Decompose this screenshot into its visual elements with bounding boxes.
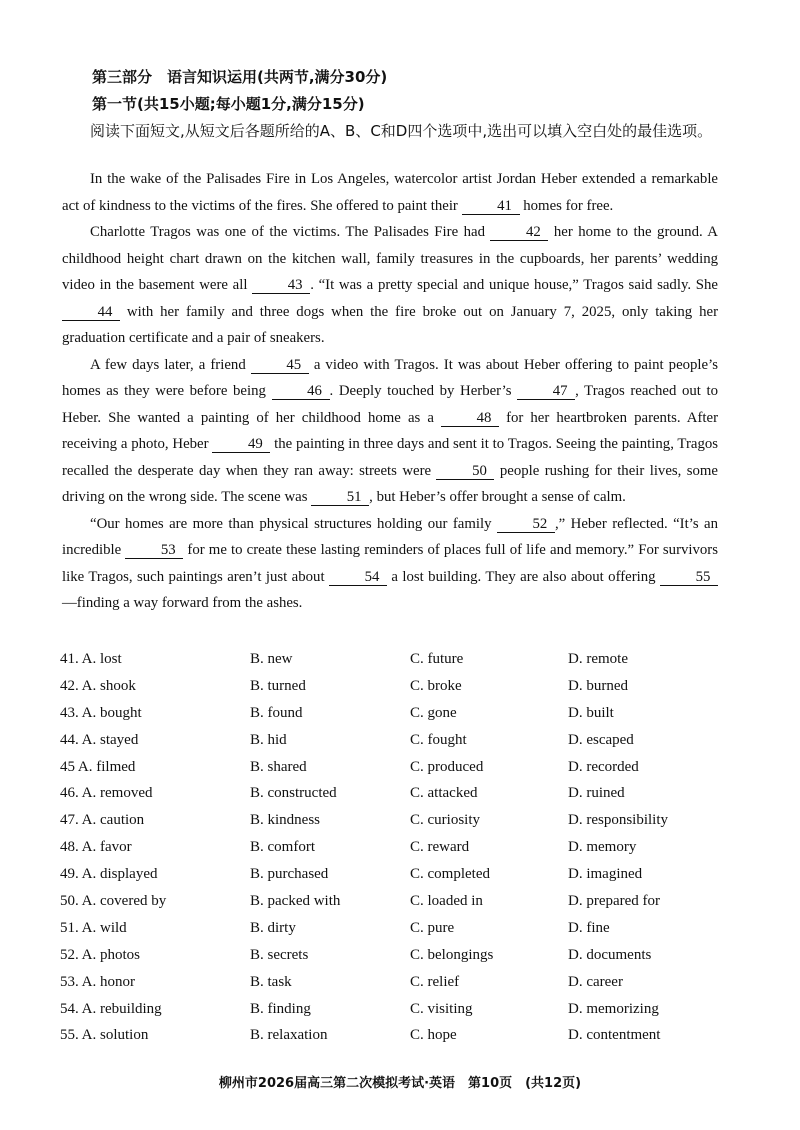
- option-c: C. relief: [410, 973, 460, 990]
- text: a video with Tragos. It was about Heber offering to paint people’s homes as they were before being: [62, 356, 718, 399]
- text: a lost building. They are also about offering: [386, 568, 660, 585]
- text: for me to create these lasting reminders of places full of life and memory.” For survivors like Tragos, such paintings aren’t just about: [62, 542, 718, 585]
- paragraph-3: [62, 352, 718, 511]
- blank-47: 47: [517, 383, 575, 400]
- blank-44: 44: [62, 304, 120, 321]
- option-d: D. escaped: [568, 731, 634, 748]
- option-b: B. constructed: [250, 785, 337, 802]
- option-a: 41. A. lost: [60, 650, 122, 667]
- text: homes for free.: [519, 197, 614, 214]
- option-b: B. relaxation: [250, 1027, 328, 1044]
- option-d: D. memorizing: [568, 1000, 659, 1017]
- option-c: C. completed: [410, 866, 490, 883]
- text: , Tragos reached out to Heber. She wanted a painting of her childhood home as a: [62, 383, 718, 426]
- option-c: C. belongings: [410, 946, 494, 963]
- option-a: 52. A. photos: [60, 946, 141, 963]
- option-row: [60, 996, 740, 1023]
- page-footer: 柳州市2026届高三第二次模拟考试·英语 第10页 (共12页): [218, 1076, 582, 1091]
- option-a: 50. A. covered by: [60, 892, 167, 909]
- option-d: D. remote: [568, 650, 628, 667]
- option-a: 51. A. wild: [60, 919, 127, 936]
- option-row: [60, 1022, 740, 1049]
- option-d: D. responsibility: [568, 812, 668, 829]
- option-b: B. packed with: [250, 892, 341, 909]
- option-c: C. pure: [410, 919, 455, 936]
- text: Charlotte Tragos was one of the victims. The Palisades Fire had: [90, 224, 491, 240]
- text: . “It was a pretty special and unique house,” Tragos said sadly. She: [310, 277, 718, 293]
- option-c: C. attacked: [410, 785, 478, 802]
- text: people rushing for their lives, some driving on the wrong side. The scene was: [62, 462, 718, 505]
- option-b: B. kindness: [250, 812, 321, 829]
- option-row: [60, 727, 740, 754]
- text: , but Heber’s offer brought a sense of calm.: [369, 489, 626, 505]
- option-d: D. ruined: [568, 785, 625, 802]
- option-row: [60, 915, 740, 942]
- option-a: 54. A. rebuilding: [60, 1000, 162, 1017]
- cloze-passage: [62, 166, 718, 617]
- option-a: 44. A. stayed: [60, 731, 139, 748]
- option-row: [60, 673, 740, 700]
- option-c: C. broke: [410, 677, 462, 694]
- blank-48: 48: [441, 410, 499, 427]
- text: —finding a way forward from the ashes.: [62, 595, 303, 611]
- option-c: C. visiting: [410, 1000, 473, 1017]
- option-a: 53. A. honor: [60, 973, 135, 990]
- option-row: [60, 754, 740, 781]
- option-c: C. fought: [410, 731, 467, 748]
- paragraph-1: [62, 166, 718, 219]
- option-d: D. recorded: [568, 758, 639, 775]
- paragraph-4: [62, 511, 718, 617]
- option-d: D. documents: [568, 946, 652, 963]
- answer-options: [60, 646, 740, 1049]
- option-d: D. prepared for: [568, 892, 661, 909]
- text: for her heartbroken parents. After receiving a photo, Heber: [62, 409, 719, 452]
- option-a: 49. A. displayed: [60, 866, 158, 883]
- option-row: [60, 807, 740, 834]
- blank-46: 46: [272, 383, 330, 400]
- section-title: 第三部分 语言知识运用(共两节,满分30分): [92, 68, 388, 86]
- subsection-title: 第一节(共15小题;每小题1分,满分15分): [92, 95, 365, 113]
- option-a: 43. A. bought: [60, 704, 142, 721]
- option-d: D. fine: [568, 919, 610, 936]
- option-b: B. dirty: [250, 919, 296, 936]
- option-b: B. found: [250, 704, 303, 721]
- option-b: B. secrets: [250, 946, 309, 963]
- option-b: B. purchased: [250, 866, 329, 883]
- option-row: [60, 700, 740, 727]
- blank-50: 50: [436, 463, 494, 480]
- instructions: 阅读下面短文,从短文后各题所给的A、B、C和D四个选项中,选出可以填入空白处的最佳选项。: [90, 122, 713, 140]
- option-d: D. imagined: [568, 866, 643, 883]
- option-d: D. built: [568, 704, 614, 721]
- option-b: B. shared: [250, 758, 307, 775]
- option-b: B. new: [250, 650, 293, 667]
- blank-54: 54: [329, 569, 387, 586]
- option-row: [60, 942, 740, 969]
- option-c: C. produced: [410, 758, 484, 775]
- text: A few days later, a friend: [90, 356, 251, 373]
- text: “Our homes are more than physical structures holding our family: [90, 515, 497, 532]
- option-b: B. hid: [250, 731, 287, 748]
- text: with her family and three dogs when the fire broke out on January 7, 2025, only taking her graduation certificate and a pair of sneakers.: [62, 303, 718, 346]
- text: ,” Heber reflected. “It’s an incredible: [62, 515, 718, 558]
- option-row: [60, 969, 740, 996]
- option-c: C. future: [410, 650, 464, 667]
- option-c: C. curiosity: [410, 812, 480, 829]
- option-d: D. burned: [568, 677, 628, 694]
- option-c: C. gone: [410, 704, 457, 721]
- option-a: 42. A. shook: [60, 677, 136, 694]
- option-row: [60, 888, 740, 915]
- option-row: [60, 780, 740, 807]
- blank-45: 45: [251, 357, 309, 374]
- option-a: 48. A. favor: [60, 839, 132, 856]
- option-row: [60, 861, 740, 888]
- option-a: 46. A. removed: [60, 785, 153, 802]
- option-b: B. comfort: [250, 839, 315, 856]
- option-b: B. finding: [250, 1000, 311, 1017]
- blank-41: 41: [462, 198, 520, 215]
- option-a: 47. A. caution: [60, 812, 145, 829]
- blank-42: 42: [490, 224, 548, 241]
- option-row: [60, 834, 740, 861]
- text: the painting in three days and sent it to Tragos. Seeing the painting, Tragos recalled the desperate day when they ran away: streets were: [62, 436, 718, 479]
- blank-43: 43: [252, 277, 310, 294]
- option-d: D. contentment: [568, 1027, 661, 1044]
- text: In the wake of the Palisades Fire in Los Angeles, watercolor artist Jordan Heber extended a remarkable act of kindness to the victims of the fires. She offered to paint their: [62, 171, 718, 214]
- option-c: C. loaded in: [410, 892, 483, 909]
- option-a: 55. A. solution: [60, 1027, 149, 1044]
- option-c: C. hope: [410, 1027, 457, 1044]
- blank-53: 53: [125, 542, 183, 559]
- blank-55: 55: [660, 569, 718, 586]
- option-c: C. reward: [410, 839, 470, 856]
- blank-52: 52: [497, 516, 555, 533]
- text: . Deeply touched by Herber’s: [329, 383, 518, 399]
- blank-51: 51: [311, 489, 369, 506]
- paragraph-2: [62, 219, 718, 352]
- option-row: [60, 646, 740, 673]
- option-b: B. task: [250, 973, 292, 990]
- text: her home to the ground. A childhood height chart drawn on the kitchen wall, family treasures in the cupboards, her parents’ wedding video in the basement were all: [62, 224, 718, 293]
- option-d: D. memory: [568, 839, 637, 856]
- blank-49: 49: [212, 436, 270, 453]
- option-b: B. turned: [250, 677, 306, 694]
- option-d: D. career: [568, 973, 623, 990]
- option-a: 45 A. filmed: [60, 758, 136, 775]
